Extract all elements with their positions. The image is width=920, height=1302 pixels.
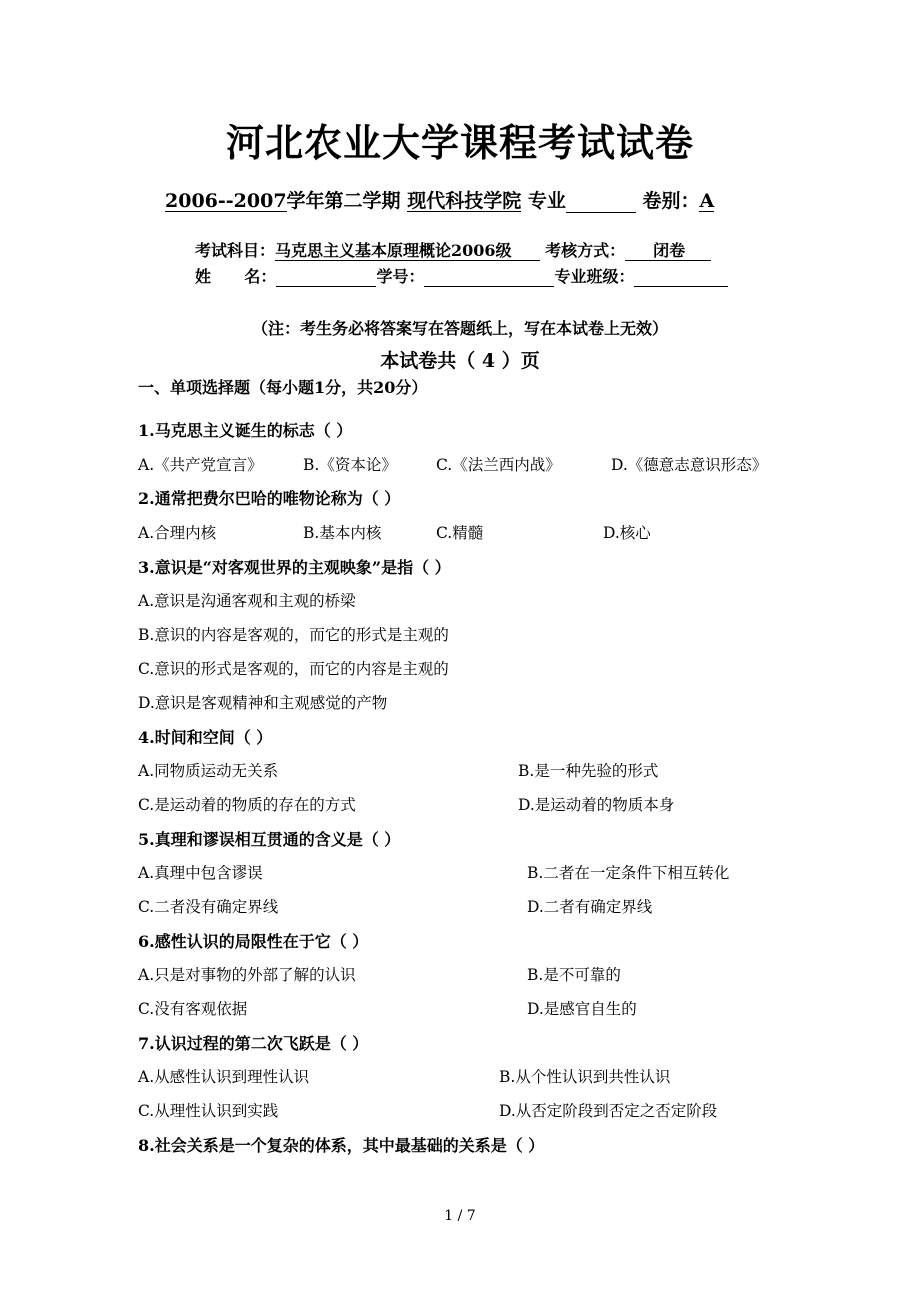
q4-option-d: D.是运动着的物质本身: [518, 796, 675, 814]
q6-option-b: B.是不可靠的: [527, 966, 621, 984]
q2-option-b: B.基本内核: [303, 524, 382, 542]
section-heading: 一、单项选择题（每小题1分，共20分）: [138, 378, 428, 397]
q5-option-c: C.二者没有确定界线: [138, 898, 279, 916]
college: 现代科技学院: [407, 190, 522, 212]
class-label: 专业班级：: [554, 267, 635, 286]
q5-option-d: D.二者有确定界线: [527, 898, 653, 916]
q7-option-d: D.从否定阶段到否定之否定阶段: [499, 1102, 718, 1120]
q4-option-c: C.是运动着的物质的存在的方式: [138, 796, 356, 814]
q1-option-c: C.《法兰西内战》: [436, 456, 561, 474]
student-info-line: [195, 264, 728, 287]
class-blank: [634, 269, 728, 287]
q7-option-a: A.从感性认识到理性认识: [138, 1068, 310, 1086]
academic-years: 2006--2007: [165, 190, 287, 212]
q1-option-d: D.《德意志意识形态》: [611, 456, 768, 474]
id-label: 学号：: [376, 267, 425, 286]
q2-option-d: D.核心: [603, 524, 651, 542]
term: 学年第二学期: [286, 190, 401, 212]
name-blank: [276, 269, 376, 287]
q2-option-c: C.精髓: [436, 524, 484, 542]
q7-option-c: C.从理性认识到实践: [138, 1102, 279, 1120]
subject-label: 考试科目：: [195, 241, 276, 260]
exam-note: （注：考生务必将答案写在答题纸上，写在本试卷上无效）: [251, 319, 668, 338]
q2-option-a: A.合理内核: [138, 524, 217, 542]
paper-type: A: [699, 190, 715, 212]
question-7: 7.认识过程的第二次飞跃是（ ）: [138, 1034, 369, 1053]
name-label: 姓 名：: [195, 267, 277, 286]
question-8: 8.社会关系是一个复杂的体系，其中最基础的关系是（ ）: [138, 1136, 545, 1155]
subject-blank: [512, 243, 540, 261]
q3-option-a: A.意识是沟通客观和主观的桥梁: [138, 592, 356, 610]
question-1: 1.马克思主义诞生的标志（ ）: [138, 421, 353, 440]
q6-option-c: C.没有客观依据: [138, 1000, 248, 1018]
q3-option-b: B.意识的内容是客观的，而它的形式是主观的: [138, 626, 449, 644]
paper-type-label: 卷别：: [642, 190, 700, 212]
question-5: 5.真理和谬误相互贯通的含义是（ ）: [138, 830, 401, 849]
q7-option-b: B.从个性认识到共性认识: [499, 1068, 671, 1086]
question-3: 3.意识是“对客观世界的主观映象”是指（ ）: [138, 558, 451, 577]
q6-option-d: D.是感官自生的: [527, 1000, 637, 1018]
major-blank: [566, 195, 636, 213]
q3-option-d: D.意识是客观精神和主观感觉的产物: [138, 694, 388, 712]
id-blank: [424, 269, 554, 287]
semester-line: [165, 186, 714, 213]
page-number: 1 / 7: [444, 1208, 476, 1224]
question-4: 4.时间和空间（ ）: [138, 728, 273, 747]
q5-option-b: B.二者在一定条件下相互转化: [527, 864, 730, 882]
q4-option-b: B.是一种先验的形式: [518, 762, 659, 780]
q1-option-b: B.《资本论》: [303, 456, 397, 474]
q3-option-c: C.意识的形式是客观的，而它的内容是主观的: [138, 660, 449, 678]
method-label: 考核方式：: [545, 241, 626, 260]
question-2: 2.通常把费尔巴哈的唯物论称为（ ）: [138, 489, 401, 508]
major-label: 专业: [527, 190, 566, 212]
q5-option-a: A.真理中包含谬误: [138, 864, 263, 882]
q1-option-a: A.《共产党宣言》: [138, 456, 263, 474]
page-count: 本试卷共（ 4 ）页: [380, 350, 540, 372]
subject-line: [195, 238, 711, 261]
method: 闭卷: [625, 242, 711, 261]
q6-option-a: A.只是对事物的外部了解的认识: [138, 966, 356, 984]
q4-option-a: A.同物质运动无关系: [138, 762, 279, 780]
subject: 马克思主义基本原理概论2006级: [275, 241, 512, 260]
exam-title: 河北农业大学课程考试试卷: [225, 121, 694, 165]
question-6: 6.感性认识的局限性在于它（ ）: [138, 932, 369, 951]
